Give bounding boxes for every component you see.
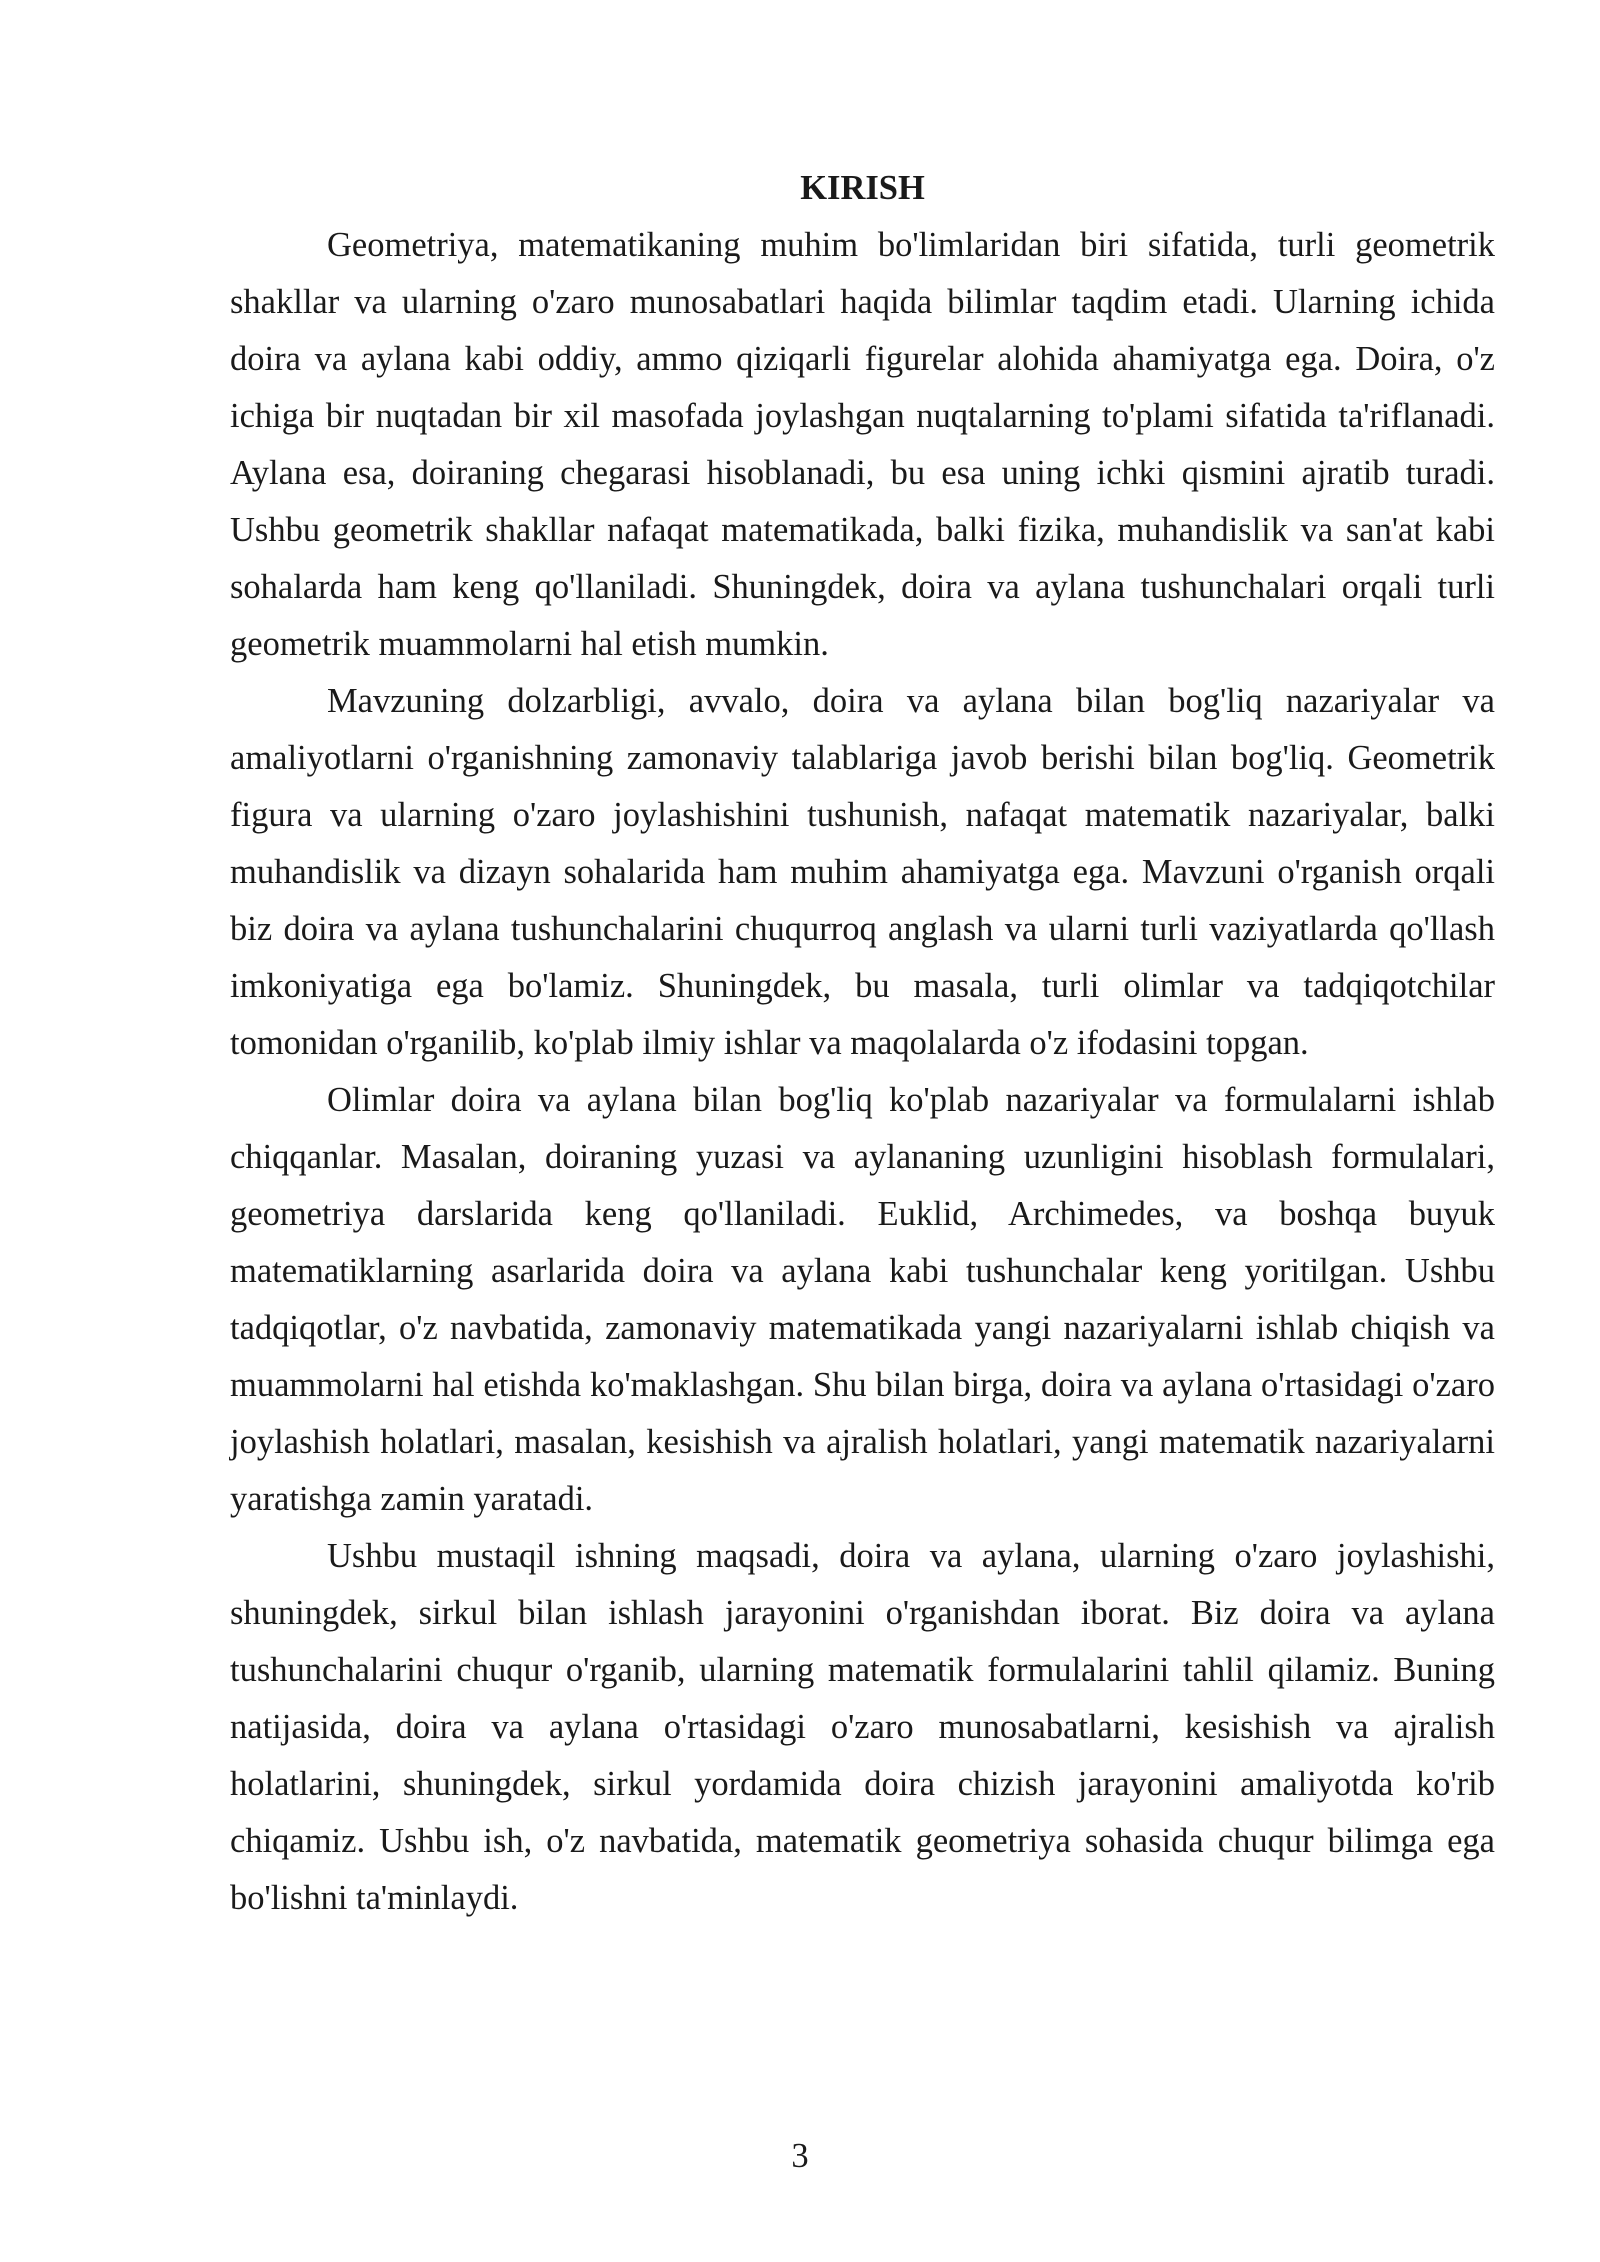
document-body [230, 160, 1495, 1927]
paragraph-3: Olimlar doira va aylana bilan bog'liq ko'plab nazariyalar va formulalarni ishlab chiqqanlar. Masalan, doiraning yuzasi va aylananing uzunligini hisoblash formulalari, geometriya darslarida keng qo'llaniladi. Euklid, Archimedes, va boshqa buyuk matematiklarning asarlarida doira va aylana kabi tushunchalar keng yoritilgan. Ushbu tadqiqotlar, o'z navbatida, zamonaviy matematikada yangi nazariyalarni ishlab chiqish va muammolarni hal etishda ko'maklashgan. Shu bilan birga, doira va aylana o'rtasidagi o'zaro joylashish holatlari, masalan, kesishish va ajralish holatlari, yangi matematik nazariyalarni yaratishga zamin yaratadi. [230, 1081, 1495, 1518]
paragraph-4: Ushbu mustaqil ishning maqsadi, doira va aylana, ularning o'zaro joylashishi, shuningdek, sirkul bilan ishlash jarayonini o'rganishdan iborat. Biz doira va aylana tushunchalarini chuqur o'rganib, ularning matematik formulalarini tahlil qilamiz. Buning natijasida, doira va aylana o'rtasidagi o'zaro munosabatlarni, kesishish va ajralish holatlarini, shuningdek, sirkul yordamida doira chizish jarayonini amaliyotda ko'rib chiqamiz. Ushbu ish, o'z navbatida, matematik geometriya sohasida chuqur bilimga ega bo'lishni ta'minlaydi. [230, 1537, 1495, 1917]
page-number: 3 [791, 2137, 809, 2175]
paragraph-1: Geometriya, matematikaning muhim bo'limlaridan biri sifatida, turli geometrik shakllar va ularning o'zaro munosabatlari haqida bilimlar taqdim etadi. Ularning ichida doira va aylana kabi oddiy, ammo qiziqarli figurelar alohida ahamiyatga ega. Doira, o'z ichiga bir nuqtadan bir xil masofada joylashgan nuqtalarning to'plami sifatida ta'riflanadi. Aylana esa, doiraning chegarasi hisoblanadi, bu esa uning ichki qismini ajratib turadi. Ushbu geometrik shakllar nafaqat matematikada, balki fizika, muhandislik va san'at kabi sohalarda ham keng qo'llaniladi. Shuningdek, doira va aylana tushunchalari orqali turli geometrik muammolarni hal etish mumkin. [230, 226, 1495, 663]
paragraph-2: Mavzuning dolzarbligi, avvalo, doira va aylana bilan bog'liq nazariyalar va amaliyotlarni o'rganishning zamonaviy talablariga javob berishi bilan bog'liq. Geometrik figura va ularning o'zaro joylashishini tushunish, nafaqat matematik nazariyalar, balki muhandislik va dizayn sohalarida ham muhim ahamiyatga ega. Mavzuni o'rganish orqali biz doira va aylana tushunchalarini chuqurroq anglash va ularni turli vaziyatlarda qo'llash imkoniyatiga ega bo'lamiz. Shuningdek, bu masala, turli olimlar va tadqiqotchilar tomonidan o'rganilib, ko'plab ilmiy ishlar va maqolalarda o'z ifodasini topgan. [230, 682, 1495, 1062]
section-title: KIRISH [800, 169, 925, 207]
